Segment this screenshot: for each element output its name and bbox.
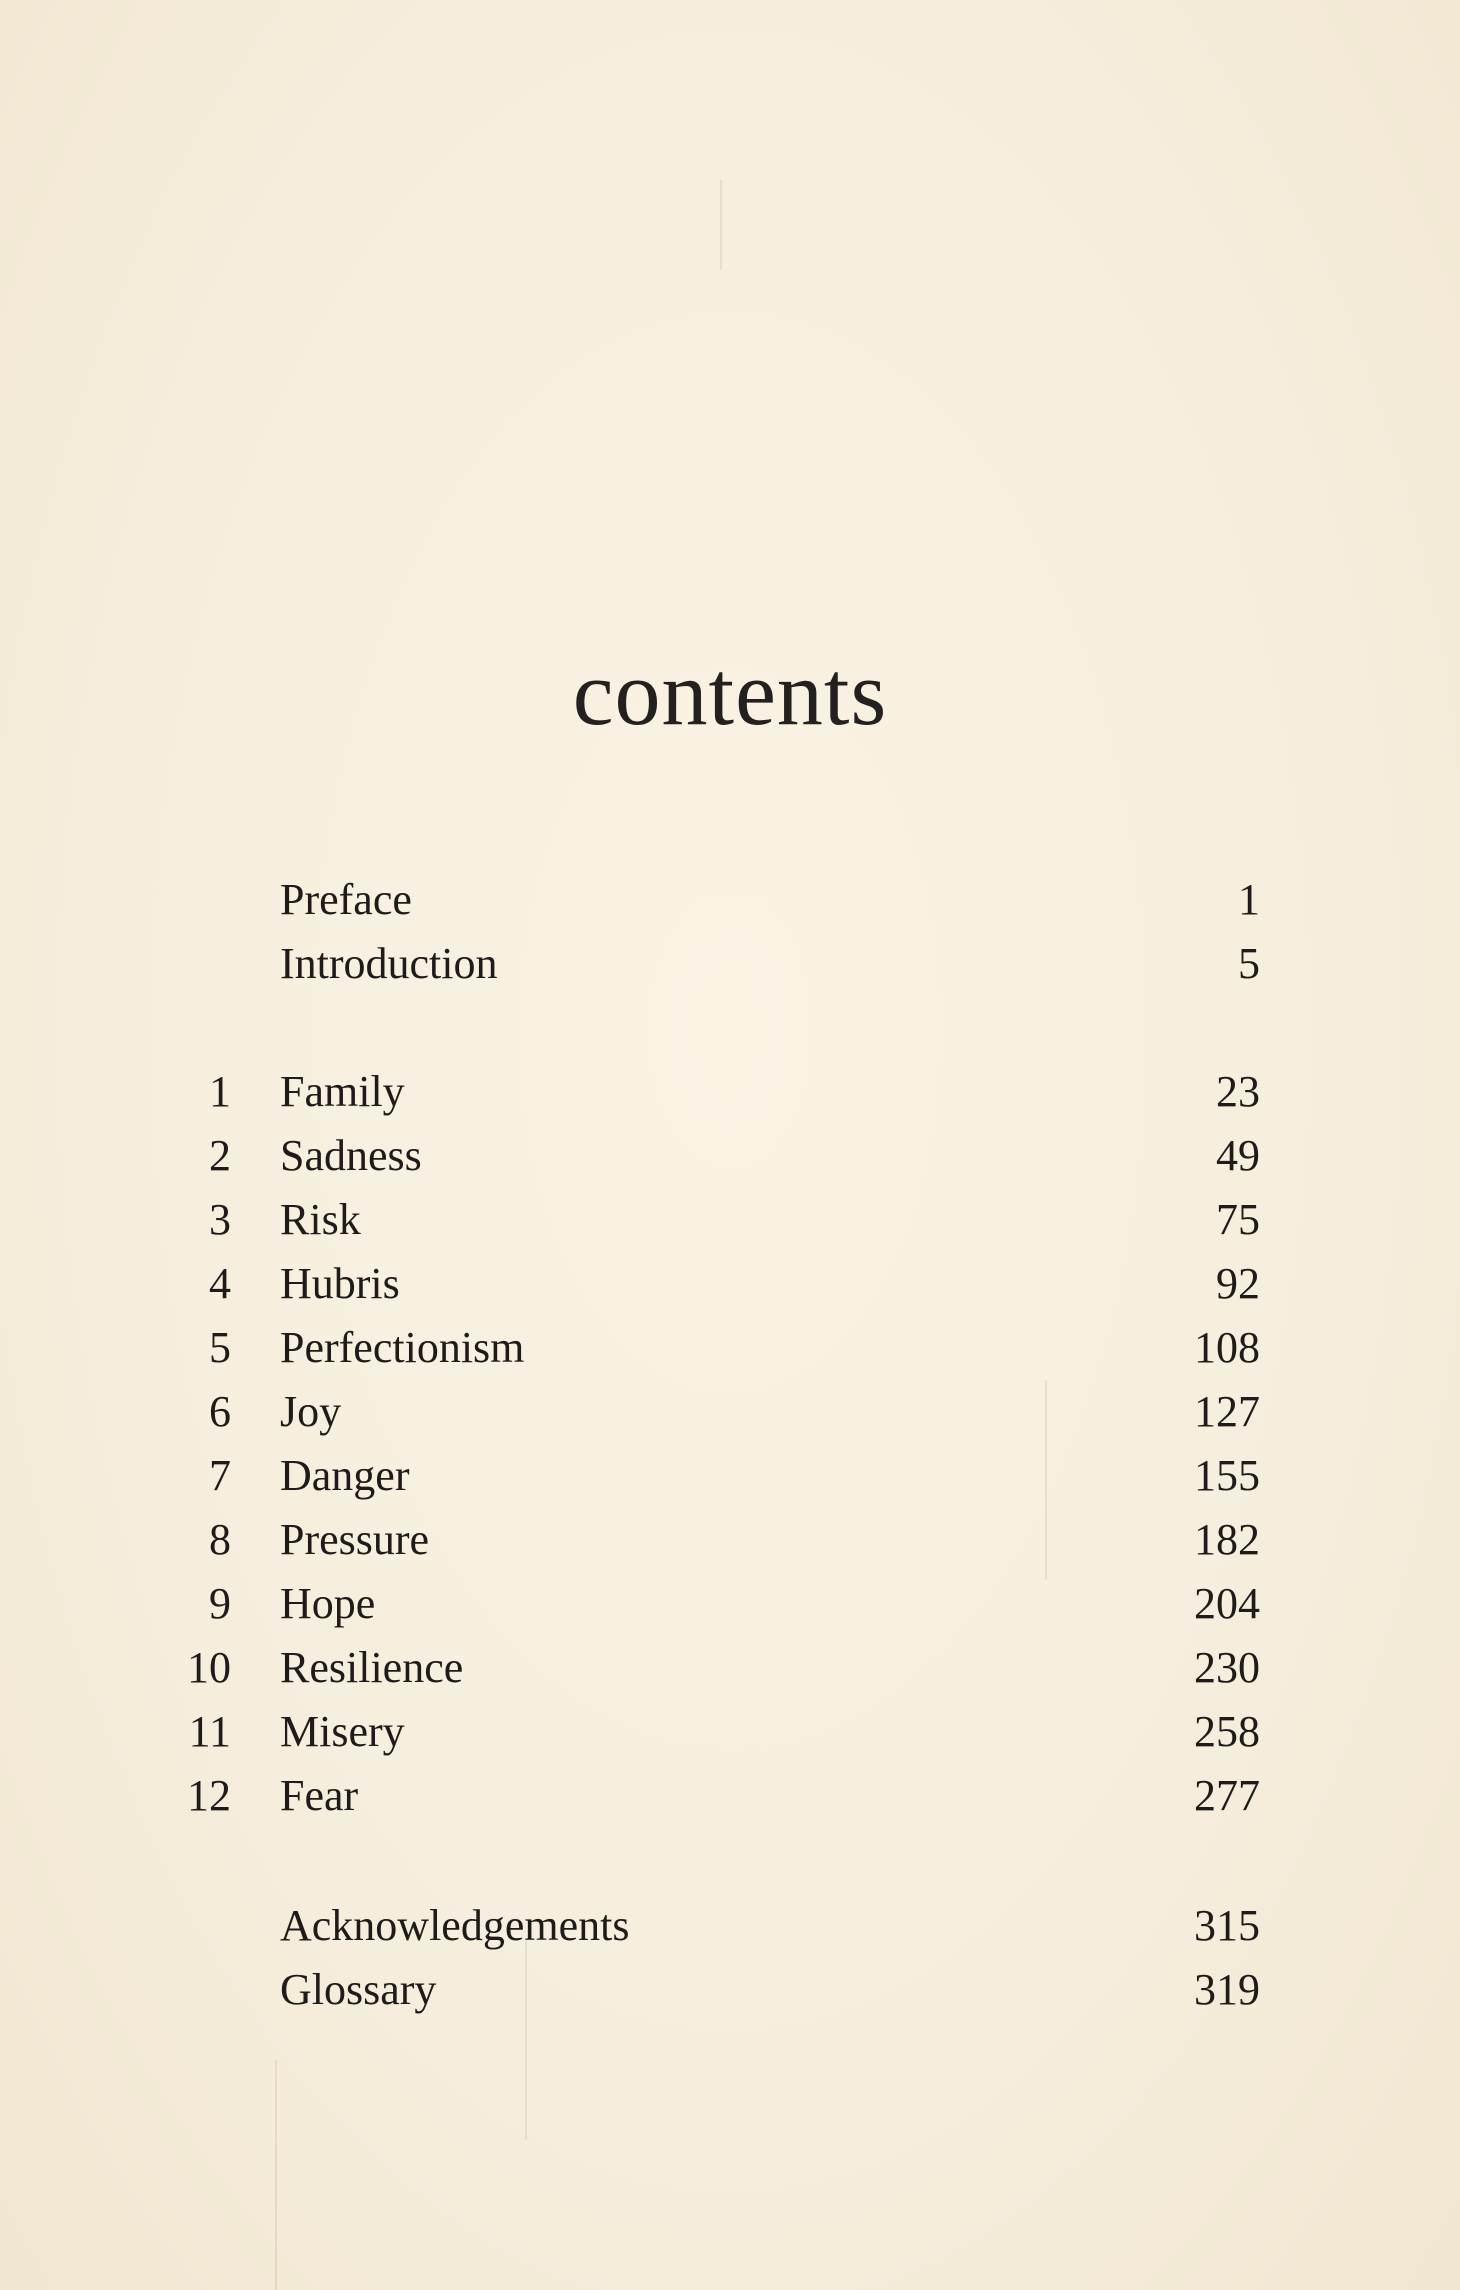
toc-entry-page: 204 [1194, 1579, 1260, 1628]
toc-entry-page: 1 [1238, 875, 1260, 924]
toc-entry-label: Misery [280, 1707, 405, 1756]
toc-entry-label: Resilience [280, 1643, 464, 1692]
chapter-number: 4 [209, 1259, 231, 1308]
toc-chapter-12[interactable] [0, 1766, 1460, 1826]
toc-chapter-7[interactable] [0, 1446, 1460, 1506]
toc-entry-label: Hope [280, 1579, 376, 1628]
toc-entry-label: Hubris [280, 1259, 400, 1308]
toc-entry-page: 75 [1216, 1195, 1260, 1244]
toc-entry-label: Danger [280, 1451, 410, 1500]
toc-entry-label: Introduction [280, 939, 498, 988]
toc-chapter-3[interactable] [0, 1190, 1460, 1250]
toc-chapter-11[interactable] [0, 1702, 1460, 1762]
toc-entry-label: Joy [280, 1387, 342, 1436]
toc-chapter-8[interactable] [0, 1510, 1460, 1570]
toc-chapter-9[interactable] [0, 1574, 1460, 1634]
toc-entry-label: Fear [280, 1771, 359, 1820]
toc-entry-glossary[interactable] [0, 1960, 1460, 2020]
page-title: contents [572, 642, 888, 744]
toc-chapter-1[interactable] [0, 1062, 1460, 1122]
chapter-number: 12 [187, 1771, 231, 1820]
toc-entry-page: 92 [1216, 1259, 1260, 1308]
toc-entry-page: 155 [1194, 1451, 1260, 1500]
chapter-number: 9 [209, 1579, 231, 1628]
toc-entry-page: 182 [1194, 1515, 1260, 1564]
chapter-number: 2 [209, 1131, 231, 1180]
toc-entry-page: 108 [1194, 1323, 1260, 1372]
toc-entry-label: Acknowledgements [280, 1901, 630, 1950]
toc-entry-page: 5 [1238, 939, 1260, 988]
toc-entry-acknowledgements[interactable] [0, 1896, 1460, 1956]
toc-entry-preface[interactable] [0, 870, 1460, 930]
chapter-number: 8 [209, 1515, 231, 1564]
toc-entry-page: 230 [1194, 1643, 1260, 1692]
toc-entry-label: Pressure [280, 1515, 430, 1564]
toc-entry-page: 319 [1194, 1965, 1260, 2014]
toc-entry-label: Glossary [280, 1965, 437, 2014]
toc-chapter-5[interactable] [0, 1318, 1460, 1378]
toc-entry-label: Sadness [280, 1131, 422, 1180]
toc-entry-label: Family [280, 1067, 405, 1116]
chapter-number: 6 [209, 1387, 231, 1436]
toc-entry-page: 49 [1216, 1131, 1260, 1180]
chapter-number: 11 [188, 1707, 231, 1756]
chapter-number: 7 [209, 1451, 231, 1500]
toc-entry-page: 23 [1216, 1067, 1260, 1116]
toc-entry-page: 258 [1194, 1707, 1260, 1756]
toc-entry-page: 277 [1194, 1771, 1260, 1820]
toc-chapter-2[interactable] [0, 1126, 1460, 1186]
toc-chapter-4[interactable] [0, 1254, 1460, 1314]
chapter-number: 10 [187, 1643, 231, 1692]
toc-entry-page: 315 [1194, 1901, 1260, 1950]
toc-entry-label: Perfectionism [280, 1323, 525, 1372]
toc-entry-page: 127 [1194, 1387, 1260, 1436]
chapter-number: 5 [209, 1323, 231, 1372]
toc-entry-label: Risk [280, 1195, 361, 1244]
toc-entry-label: Preface [280, 875, 412, 924]
chapter-number: 3 [209, 1195, 231, 1244]
toc-entry-introduction[interactable] [0, 934, 1460, 994]
toc-chapter-10[interactable] [0, 1638, 1460, 1698]
chapter-number: 1 [209, 1067, 231, 1116]
toc-chapter-6[interactable] [0, 1382, 1460, 1442]
